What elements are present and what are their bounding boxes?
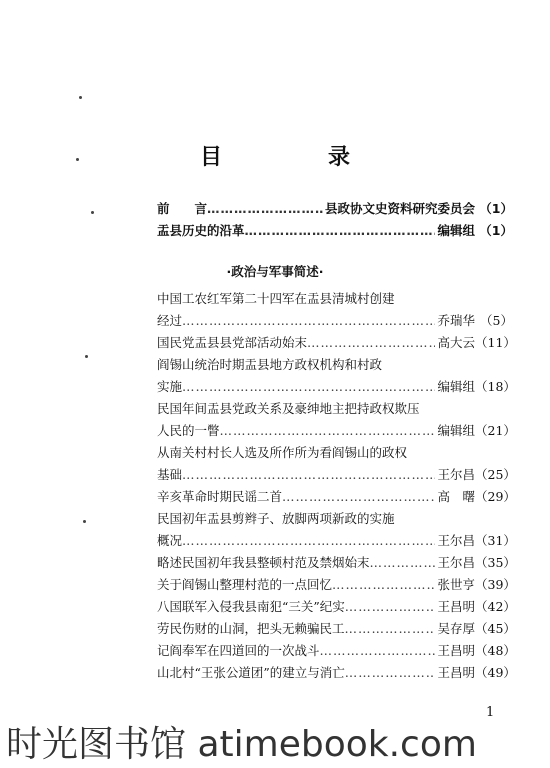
dot-leader <box>370 552 436 574</box>
entry-page: （35） <box>475 555 516 570</box>
entry-page: （48） <box>475 643 516 658</box>
toc-entry[interactable] <box>157 640 516 662</box>
entry-author: 高大云 <box>437 335 475 350</box>
entry-author: 王昌明 <box>437 643 475 658</box>
dot-leader <box>345 596 436 618</box>
entry-title: 概况 <box>157 533 183 548</box>
entry-page: （29） <box>475 489 516 504</box>
entry-author: 王尔昌 <box>437 533 475 548</box>
watermark-text: 时光图书馆 atimebook.com <box>6 724 477 765</box>
entry-author: 编辑组 <box>437 223 475 238</box>
entry-title: 实施 <box>157 379 183 394</box>
entry-author: 王尔昌 <box>437 555 475 570</box>
scan-speck <box>91 211 94 214</box>
dot-leader <box>182 310 435 332</box>
entry-title: 略述民国初年我县整顿村范及禁烟始末 <box>157 555 370 570</box>
dot-leader <box>220 420 436 442</box>
dot-leader <box>245 220 436 242</box>
page-number: 1 <box>486 705 495 720</box>
dot-leader <box>307 332 435 354</box>
toc-entry[interactable] <box>157 376 516 398</box>
dot-leader <box>182 376 435 398</box>
entry-title-line: 阎锡山统治时期盂县地方政权机构和村政 <box>157 357 383 372</box>
scan-speck <box>76 158 79 161</box>
entry-title-line: 民国初年盂县剪辫子、放脚两项新政的实施 <box>157 511 395 526</box>
dot-leader <box>320 640 436 662</box>
toc-entry[interactable] <box>157 662 516 684</box>
entry-author: 王尔昌 <box>437 467 475 482</box>
entry-page: （39） <box>475 577 516 592</box>
entry-page: （11） <box>475 335 516 350</box>
dot-leader <box>345 618 436 640</box>
entry-author: 王昌明 <box>437 599 475 614</box>
entry-title: 基础 <box>157 467 183 482</box>
toc-entry[interactable] <box>157 332 516 354</box>
entry-author: 王昌明 <box>437 665 475 680</box>
front-matter <box>157 198 513 242</box>
dot-leader <box>182 464 435 486</box>
section-heading: ·政治与军事简述· <box>226 264 324 279</box>
entry-author: 编辑组 <box>437 379 475 394</box>
entry-page: （18） <box>475 379 516 394</box>
toc-entry-preface[interactable] <box>157 198 513 220</box>
entry-page: （25） <box>475 467 516 482</box>
toc-entry[interactable] <box>157 596 516 618</box>
dot-leader <box>282 486 435 508</box>
entry-title: 记阎奉军在四道回的一次战斗 <box>157 643 320 658</box>
entry-title: 国民党盂县县党部活动始末 <box>157 335 308 350</box>
page-title: 目 录 <box>199 145 392 170</box>
entry-title: 八国联军入侵我县南犯“三关”纪实 <box>157 599 345 614</box>
entry-page: （49） <box>475 665 516 680</box>
entry-title: 前 言 <box>157 201 208 216</box>
toc-entry[interactable] <box>157 486 516 508</box>
entry-title: 辛亥革命时期民谣二首 <box>157 489 283 504</box>
entry-author: 县政协文史资料研究委员会 <box>324 201 475 216</box>
entry-page: （42） <box>475 599 516 614</box>
entry-author: 编辑组 <box>437 423 475 438</box>
entry-title: 关于阎锡山整理村范的一点回忆 <box>157 577 333 592</box>
entry-page: （1） <box>479 223 513 238</box>
entry-page: （31） <box>475 533 516 548</box>
entry-author: 吴存厚 <box>437 621 475 636</box>
entry-title-line: 民国年间盂县党政关系及豪绅地主把持政权欺压 <box>157 401 420 416</box>
dot-leader <box>182 530 435 552</box>
entry-author: 高 曙 <box>437 489 475 504</box>
dot-leader <box>207 198 323 220</box>
entry-author: 乔瑞华 <box>437 313 475 328</box>
toc-entry[interactable] <box>157 552 516 574</box>
entry-page: （45） <box>475 621 516 636</box>
entry-page: （21） <box>475 423 516 438</box>
dot-leader <box>345 662 436 684</box>
scan-speck <box>79 96 82 99</box>
toc-entry[interactable] <box>157 464 516 486</box>
toc-entry-history[interactable] <box>157 220 513 242</box>
entry-title: 劳民伤财的山洞，把头无赖骗民工 <box>157 621 345 636</box>
toc-entry[interactable] <box>157 310 513 332</box>
entry-page: （5） <box>480 313 513 328</box>
entry-author: 张世亨 <box>437 577 475 592</box>
entry-title-line: 中国工农红军第二十四军在盂县清城村创建 <box>157 291 395 306</box>
entry-title: 经过 <box>157 313 183 328</box>
entry-title: 山北村“王张公道团”的建立与消亡 <box>157 665 345 680</box>
toc-entry[interactable] <box>157 574 516 596</box>
toc-list <box>157 288 516 684</box>
entry-page: （1） <box>479 201 513 216</box>
scan-speck <box>83 520 86 523</box>
entry-title: 盂县历史的沿革 <box>157 223 245 238</box>
dot-leader <box>332 574 435 596</box>
scan-speck <box>85 355 88 358</box>
toc-entry[interactable] <box>157 618 516 640</box>
entry-title-line: 从南关村村长人选及所作所为看阎锡山的政权 <box>157 445 408 460</box>
toc-entry[interactable] <box>157 530 516 552</box>
entry-title: 人民的一瞥 <box>157 423 220 438</box>
toc-entry[interactable] <box>157 420 516 442</box>
